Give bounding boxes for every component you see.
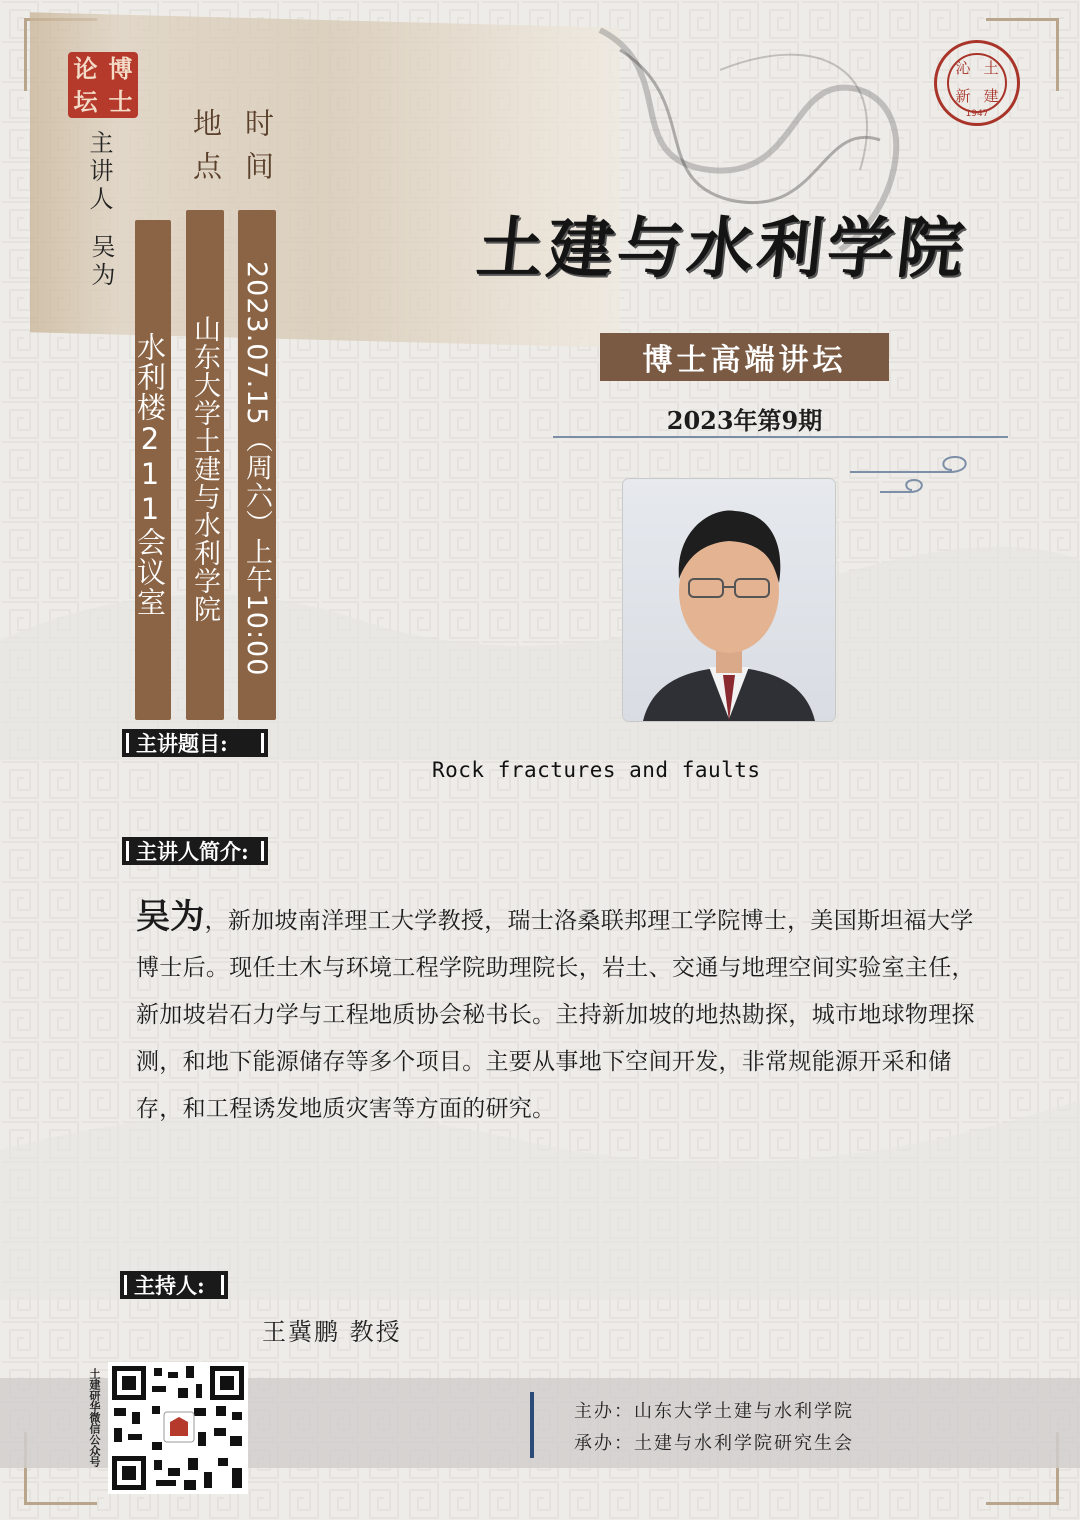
issue-number: 2023年第9期 [666, 406, 823, 435]
time-label: 时间 [241, 108, 275, 194]
speaker-photo [623, 479, 835, 721]
stamp-char: 坛 [73, 87, 98, 116]
host-tag: 主持人: [120, 1271, 228, 1299]
place-label: 地点 [189, 108, 223, 194]
college-title: 土建与水利学院 [473, 209, 972, 287]
speaker-name: 吴为 [87, 234, 115, 290]
speaker-label: 主讲人 [85, 130, 113, 214]
time-bar: 2023.07.15（周六）上午10:00 [238, 210, 276, 720]
seal-center [947, 53, 1007, 113]
wechat-qr-code[interactable] [108, 1362, 248, 1494]
stamp-char: 论 [73, 54, 98, 83]
divider-line [553, 436, 1008, 438]
bio-speaker-name: 吴为 [136, 897, 205, 937]
college-seal-logo [934, 40, 1020, 126]
stamp-char: 博 [108, 54, 133, 83]
seal-char: 新 [955, 87, 971, 105]
forum-banner: 博士高端讲坛 [600, 333, 889, 381]
footer-divider [530, 1392, 534, 1458]
host-name: 王冀鹏 教授 [262, 1318, 402, 1346]
place-bar: 山东大学土建与水利学院 [186, 210, 224, 720]
seal-char: 土 [983, 59, 999, 77]
stamp-char: 士 [108, 87, 133, 116]
organizer: 主办：山东大学土建与水利学院 [574, 1401, 854, 1422]
forum-stamp-logo [68, 52, 138, 118]
seal-year: 1947 [965, 109, 989, 119]
co-organizer: 承办：土建与水利学院研究生会 [574, 1433, 854, 1454]
speaker-bio [136, 894, 986, 1133]
bio-text: ，新加坡南洋理工大学教授，瑞士洛桑联邦理工学院博士，美国斯坦福大学博士后。现任土木与环境工程学院助理院长，岩土、交通与地理空间实验室主任，新加坡岩石力学与工程地质协会秘书长。主持新加坡的地热勘探，城市地球物理探测，和地下能源储存等多个项目。主要从事地下空间开发，非常规能源开采和储存，和工程诱发地质灾害等方面的研究。 [136, 908, 975, 1122]
topic-tag: 主讲题目: [122, 729, 268, 757]
qr-caption: 土建研华微信公众号 [88, 1368, 101, 1467]
seal-char: 建 [983, 87, 999, 105]
cloud-swirl-decoration [840, 452, 1000, 512]
bio-tag: 主讲人简介: [122, 837, 268, 865]
venue-bar: 水利楼211会议室 [135, 220, 171, 720]
lecture-topic: Rock fractures and faults [432, 758, 761, 782]
seal-char: 沁 [955, 59, 971, 77]
